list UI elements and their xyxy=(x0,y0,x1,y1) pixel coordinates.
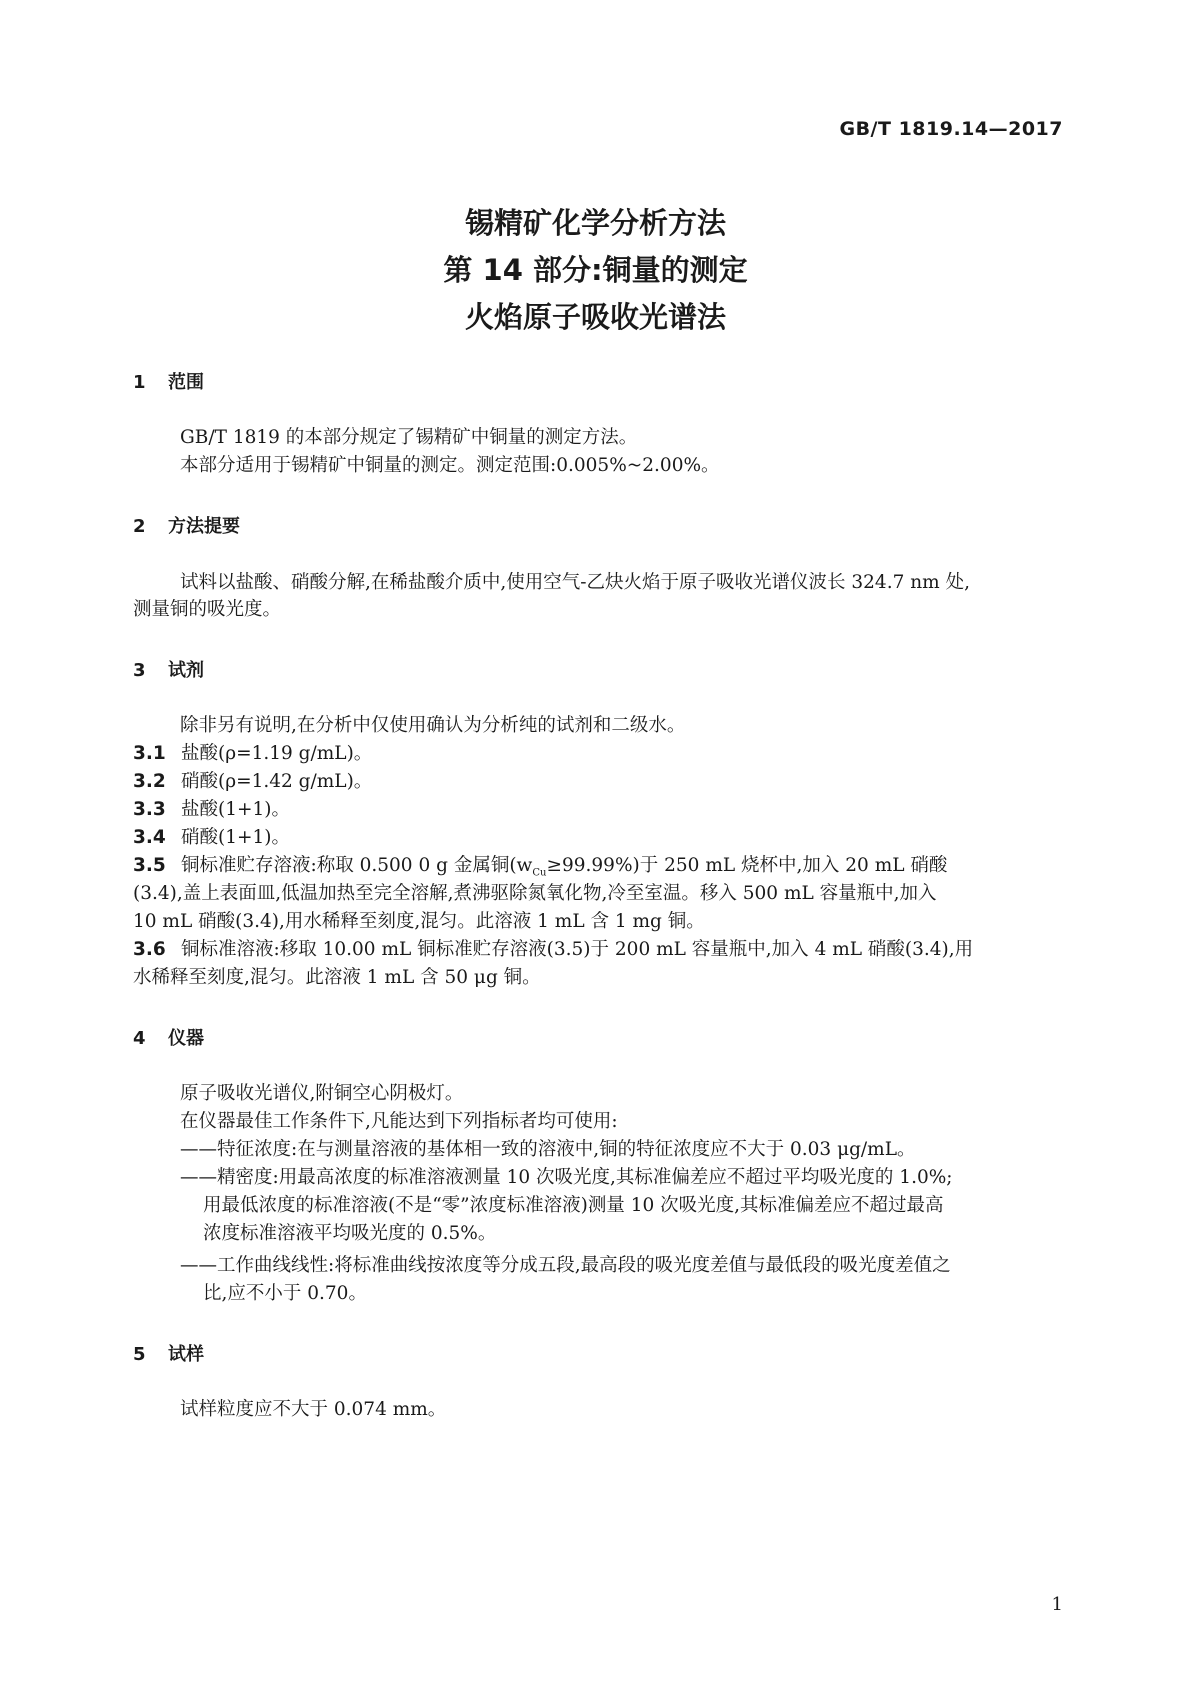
section-title: 方法提要 xyxy=(168,516,240,537)
section-2-paragraph-line-2: 测量铜的吸光度。 xyxy=(133,599,282,620)
standard-code: GB/T 1819.14—2017 xyxy=(839,118,1063,140)
section-3-intro: 除非另有说明,在分析中仅使用确认为分析纯的试剂和二级水。 xyxy=(180,715,686,736)
reagent-item xyxy=(133,798,290,822)
section-5-paragraph-1: 试样粒度应不大于 0.074 mm。 xyxy=(180,1399,447,1420)
requirement-dash-item: ——精密度:用最高浓度的标准溶液测量 10 次吸光度,其标准偏差应不超过平均吸光度的 1.0%; xyxy=(180,1167,953,1188)
section-2-paragraph-line-1: 试料以盐酸、硝酸分解,在稀盐酸介质中,使用空气-乙炔火焰于原子吸收光谱仪波长 324.7 nm 处, xyxy=(180,572,970,593)
requirement-dash-item: ——工作曲线线性:将标准曲线按浓度等分成五段,最高段的吸光度差值与最低段的吸光度差值之 xyxy=(180,1255,951,1276)
section-4-heading xyxy=(133,1024,204,1050)
reagent-item-3-5-line-3: 10 mL 硝酸(3.4),用水稀释至刻度,混匀。此溶液 1 mL 含 1 mg 铜。 xyxy=(133,911,705,932)
section-number: 1 xyxy=(133,372,146,393)
requirement-continuation: 浓度标准溶液平均吸光度的 0.5%。 xyxy=(203,1223,497,1244)
section-1-paragraph-1: GB/T 1819 的本部分规定了锡精矿中铜量的测定方法。 xyxy=(180,427,638,448)
item-text: 盐酸(1+1)。 xyxy=(181,799,290,820)
section-3-heading xyxy=(133,656,204,682)
section-title: 仪器 xyxy=(168,1028,204,1049)
reagent-item-3-6-line-2: 水稀释至刻度,混匀。此溶液 1 mL 含 50 μg 铜。 xyxy=(133,967,541,988)
title-line-2: 第 14 部分:铜量的测定 xyxy=(443,253,748,287)
item-text: 铜标准溶液:移取 10.00 mL 铜标准贮存溶液(3.5)于 200 mL 容量瓶中,加入 4 mL 硝酸(3.4),用 xyxy=(181,939,974,960)
item-number: 3.5 xyxy=(133,855,166,876)
reagent-item xyxy=(133,742,372,766)
section-title: 范围 xyxy=(168,372,204,393)
section-number: 5 xyxy=(133,1344,146,1365)
item-number: 3.4 xyxy=(133,827,166,848)
section-number: 3 xyxy=(133,660,146,681)
section-number: 4 xyxy=(133,1028,146,1049)
requirement-dash-item: ——特征浓度:在与测量溶液的基体相一致的溶液中,铜的特征浓度应不大于 0.03 μg/mL。 xyxy=(180,1139,916,1160)
item-text-cont: ≥99.99%)于 250 mL 烧杯中,加入 20 mL 硝酸 xyxy=(546,855,948,876)
item-number: 3.3 xyxy=(133,799,166,820)
title-line-1: 锡精矿化学分析方法 xyxy=(464,206,726,240)
item-text: 铜标准贮存溶液:称取 0.500 0 g 金属铜(w xyxy=(181,855,533,876)
section-1-heading xyxy=(133,368,204,394)
reagent-item-3-6-line-1 xyxy=(133,938,973,962)
item-number: 3.1 xyxy=(133,743,166,764)
requirement-continuation: 比,应不小于 0.70。 xyxy=(203,1283,367,1304)
section-1-paragraph-2: 本部分适用于锡精矿中铜量的测定。测定范围:0.005%~2.00%。 xyxy=(180,455,720,476)
reagent-item-3-5-line-2: (3.4),盖上表面皿,低温加热至完全溶解,煮沸驱除氮氧化物,冷至室温。移入 500 mL 容量瓶中,加入 xyxy=(133,883,937,904)
item-number: 3.2 xyxy=(133,771,166,792)
requirement-continuation: 用最低浓度的标准溶液(不是“零”浓度标准溶液)测量 10 次吸光度,其标准偏差应不超过最高 xyxy=(203,1195,944,1216)
document-title xyxy=(0,200,1191,341)
reagent-item-3-5-line-1 xyxy=(133,854,947,886)
reagent-item xyxy=(133,826,290,850)
section-5-heading xyxy=(133,1340,204,1366)
item-text: 盐酸(ρ=1.19 g/mL)。 xyxy=(181,743,373,764)
item-number: 3.6 xyxy=(133,939,166,960)
subscript: Cu xyxy=(532,867,547,879)
page-number: 1 xyxy=(1051,1594,1063,1615)
section-2-heading xyxy=(133,512,240,538)
section-4-paragraph-2: 在仪器最佳工作条件下,凡能达到下列指标者均可使用: xyxy=(180,1111,618,1132)
section-number: 2 xyxy=(133,516,146,537)
reagent-item xyxy=(133,770,372,794)
title-line-3: 火焰原子吸收光谱法 xyxy=(464,300,726,334)
section-title: 试剂 xyxy=(168,660,204,681)
item-text: 硝酸(ρ=1.42 g/mL)。 xyxy=(181,771,373,792)
item-text: 硝酸(1+1)。 xyxy=(181,827,290,848)
section-title: 试样 xyxy=(168,1344,204,1365)
section-4-paragraph-1: 原子吸收光谱仪,附铜空心阴极灯。 xyxy=(180,1083,464,1104)
